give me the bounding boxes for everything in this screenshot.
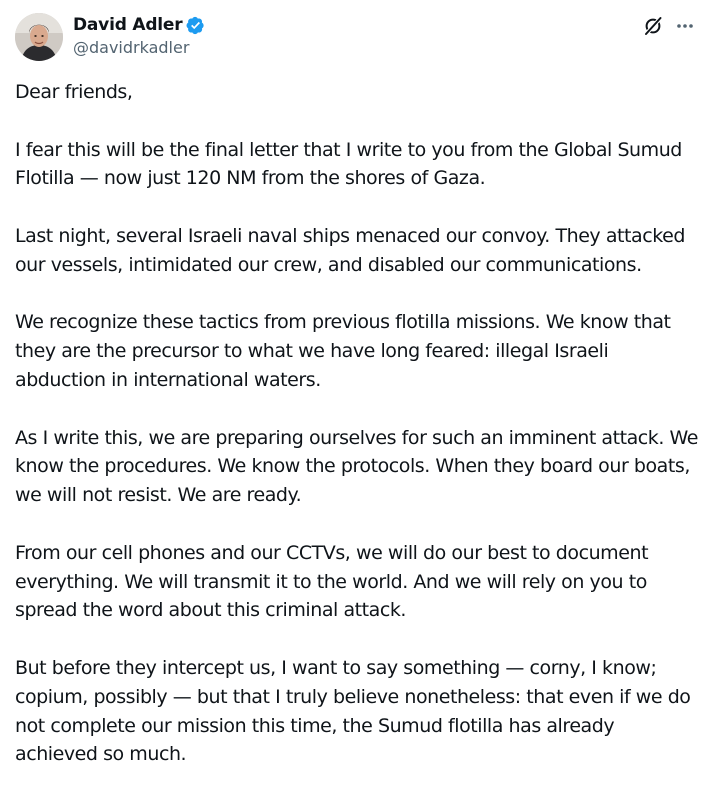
author-names <box>73 14 205 57</box>
verified-badge-icon[interactable] <box>186 16 205 35</box>
grok-icon[interactable] <box>642 15 664 37</box>
post-paragraph: From our cell phones and our CCTVs, we will do our best to document everything. We will transmit it to the world. And we will rely on you to spread the word about this criminal attack. <box>15 541 649 622</box>
post-text <box>15 78 701 798</box>
handle[interactable]: @davidrkadler <box>73 38 190 57</box>
display-name-row <box>73 14 205 36</box>
display-name[interactable]: David Adler <box>73 15 183 35</box>
post-paragraph: But before they intercept us, I want to say something — corny, I know; copium, possibly — but that I truly believe nonetheless: that even if we do not complete our mission this time, the Sumud flotilla has already achieved so much. <box>15 656 691 766</box>
post-paragraph: As I write this, we are preparing ourselves for such an imminent attack. We know the procedures. We know the protocols. When they board our boats, we will not resist. We are ready. <box>15 426 698 507</box>
post-paragraph: Last night, several Israeli naval ships menaced our convoy. They attacked our vessels, intimidated our crew, and disabled our communications. <box>15 224 685 276</box>
post-paragraph: I fear this will be the final letter that I write to you from the Global Sumud Flotilla — now just 120 NM from the shores of Gaza. <box>15 138 682 190</box>
post-actions <box>642 15 696 37</box>
profile-photo-icon <box>15 13 63 61</box>
avatar[interactable] <box>15 13 63 61</box>
post-paragraph: Dear friends, <box>15 81 133 103</box>
post-header <box>15 13 696 63</box>
post-paragraph: We recognize these tactics from previous flotilla missions. We know that they are the precursor to what we have long feared: illegal Israeli abduction in international waters. <box>15 311 671 391</box>
more-options-icon[interactable] <box>674 15 696 37</box>
